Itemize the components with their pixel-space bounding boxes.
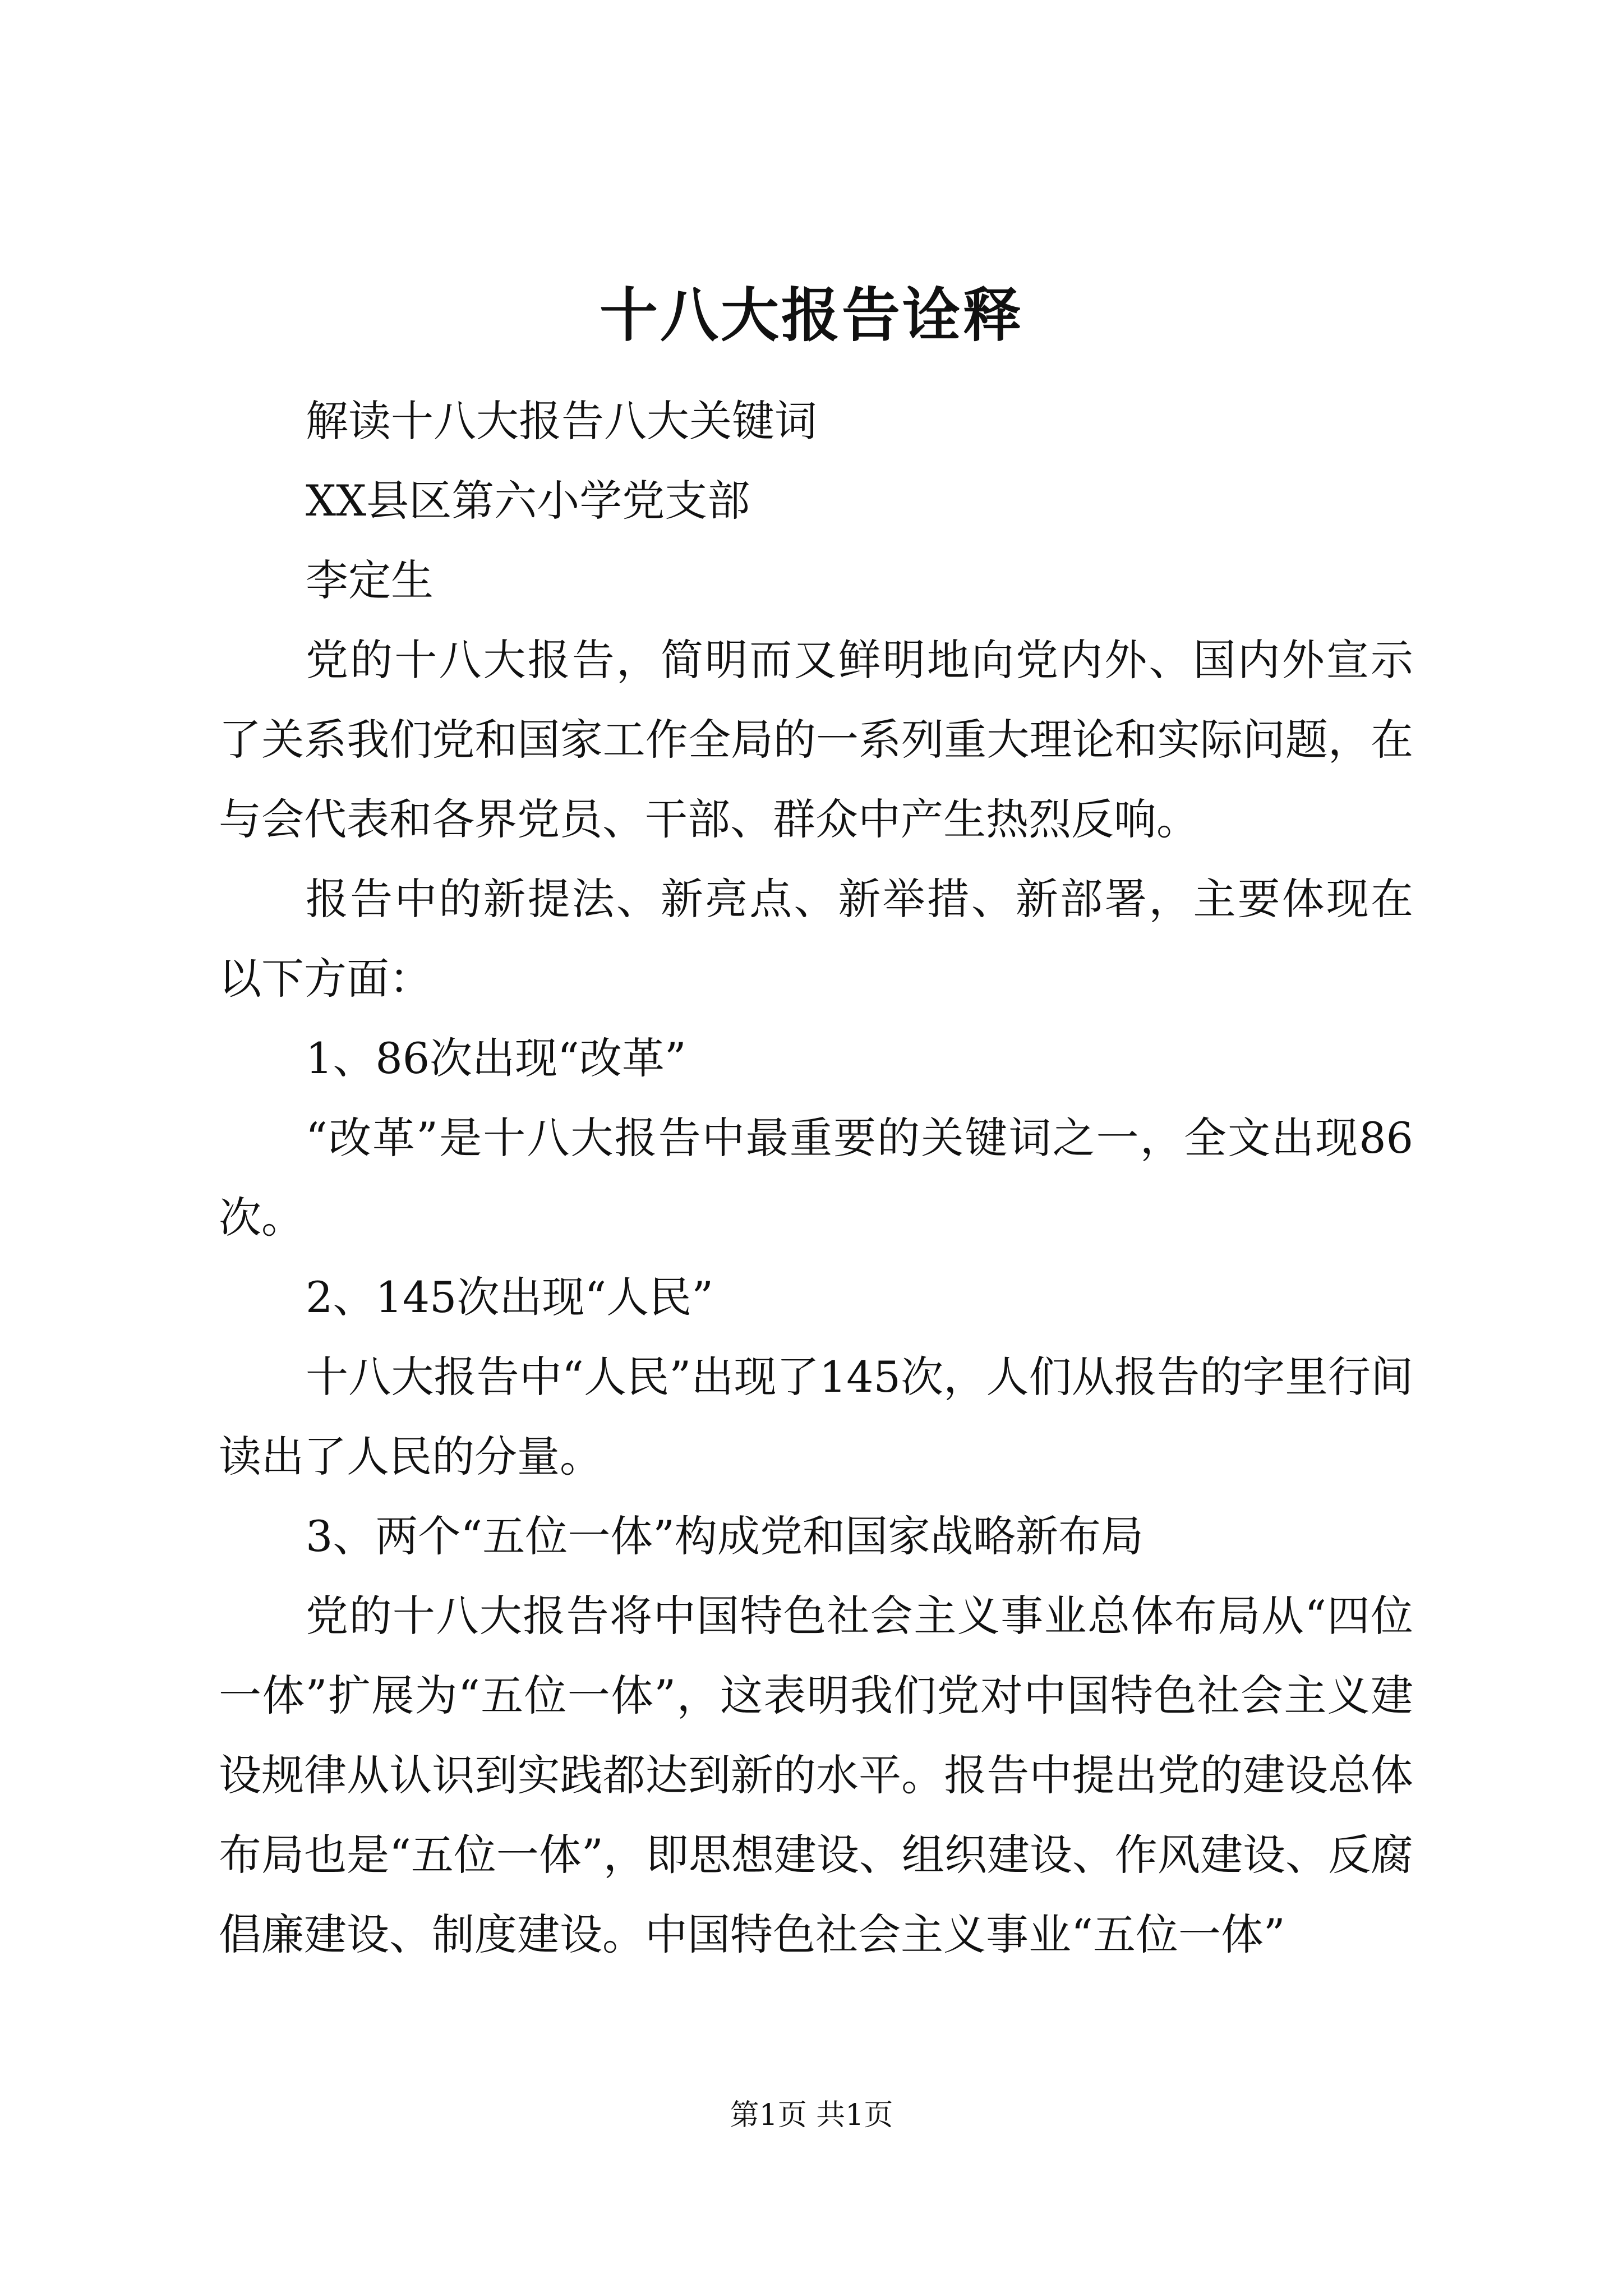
section-heading: 2、145次出现“人民”	[306, 1272, 714, 1322]
section-heading: 3、两个“五位一体”构成党和国家战略新布局	[306, 1511, 1144, 1561]
body-paragraph: 党的十八大报告将中国特色社会主义事业总体布局从“四位一体”扩展为“五位一体”，这表明我们党对中国特色社会主义建设规律从认识到实践都达到新的水平。报告中提出党的建设总体布局也是“五位一体”，即思想建设、组织建设、作风建设、反腐倡廉建设、制度建设。中国特色社会主义事业“五位一体”	[219, 1591, 1413, 1959]
body-paragraph: 报告中的新提法、新亮点、新举措、新部署，主要体现在以下方面：	[219, 874, 1413, 1004]
document-body	[219, 381, 1413, 1975]
subtitle-paragraph: 解读十八大报告八大关键词	[306, 396, 817, 446]
body-paragraph: 党的十八大报告，简明而又鲜明地向党内外、国内外宣示了关系我们党和国家工作全局的一系列重大理论和实际问题，在与会代表和各界党员、干部、群众中产生热烈反响。	[219, 635, 1413, 844]
document-title: 十八大报告诠释	[599, 280, 1023, 349]
organization-paragraph: XX县区第六小学党支部	[306, 476, 750, 526]
section-heading: 1、86次出现“改革”	[306, 1033, 686, 1083]
author-paragraph: 李定生	[306, 555, 434, 605]
body-paragraph: “改革”是十八大报告中最重要的关键词之一，全文出现86次。	[219, 1113, 1413, 1243]
page-footer: 第1页 共1页	[730, 2099, 893, 2132]
body-paragraph: 十八大报告中“人民”出现了145次，人们从报告的字里行间读出了人民的分量。	[219, 1352, 1413, 1481]
